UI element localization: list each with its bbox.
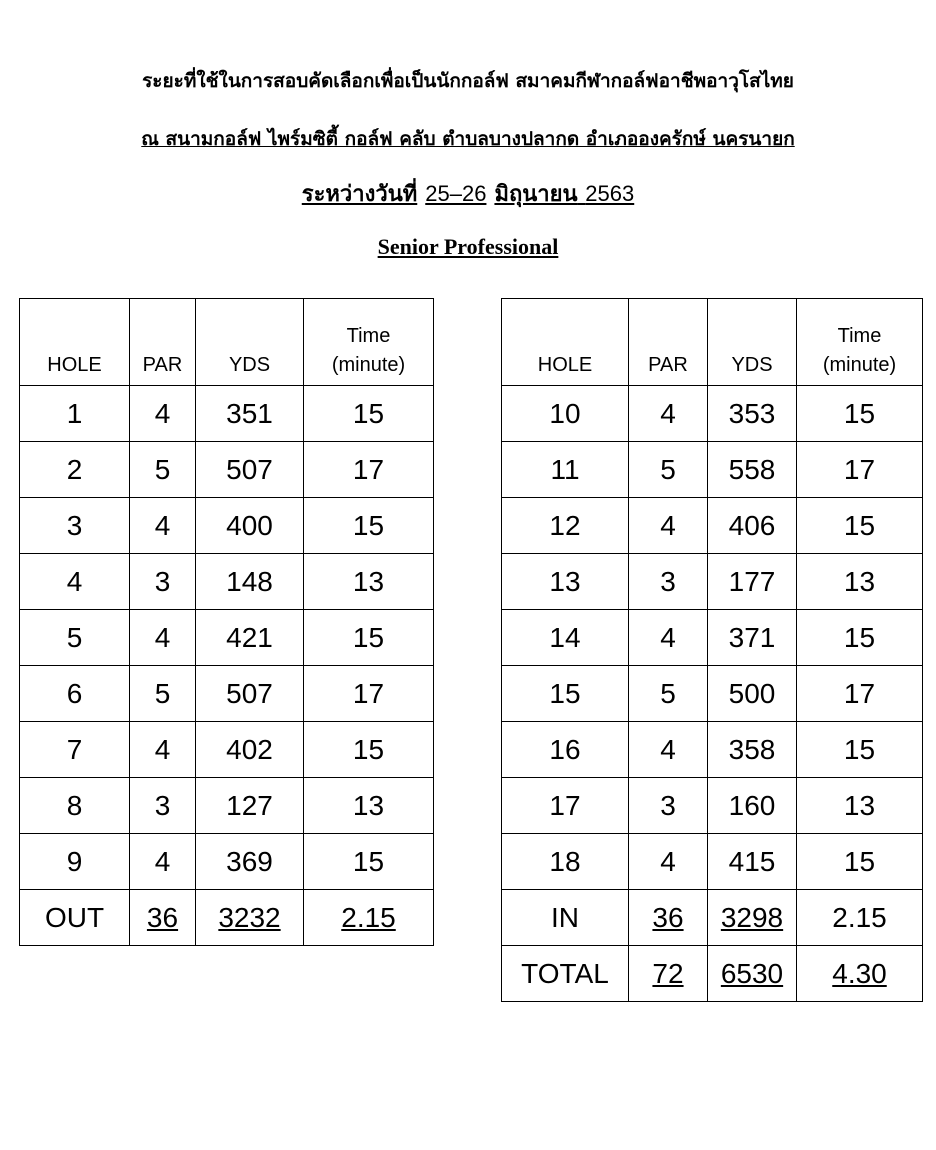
- venue-line: ณ สนามกอล์ฟ ไพร์มซิตี้ กอล์ฟ คลับ ตำบลบางปลากด อำเภอองครักษ์ นครนายก: [141, 128, 795, 150]
- cell-time: 15: [797, 722, 923, 778]
- cell-par: 3: [629, 554, 708, 610]
- cell-par: 5: [130, 442, 196, 498]
- date-prefix: ระหว่างวันที่: [301, 181, 418, 207]
- cell-hole: 10: [502, 386, 629, 442]
- cell-yds: 421: [196, 610, 304, 666]
- cell-yds: 558: [708, 442, 797, 498]
- cell-par: 4: [130, 722, 196, 778]
- in-total-row: [502, 890, 923, 946]
- col-header-time-label: Time: [346, 325, 391, 347]
- cell-yds: 353: [708, 386, 797, 442]
- cell-time: 17: [304, 666, 434, 722]
- col-header-time: [797, 299, 923, 386]
- cell-yds: 400: [196, 498, 304, 554]
- cell-yds: 406: [708, 498, 797, 554]
- total-label: TOTAL: [502, 946, 629, 1002]
- table-row: [20, 554, 434, 610]
- cell-par: 4: [629, 610, 708, 666]
- back-nine-body: [502, 386, 923, 890]
- total-time: 4.30: [797, 946, 923, 1002]
- cell-par: 3: [130, 778, 196, 834]
- col-header-time-unit: (minute): [822, 354, 897, 376]
- col-header-time: [304, 299, 434, 386]
- cell-time: 15: [797, 834, 923, 890]
- cell-time: 15: [304, 498, 434, 554]
- cell-hole: 8: [20, 778, 130, 834]
- table-row: [502, 554, 923, 610]
- cell-hole: 14: [502, 610, 629, 666]
- col-header-hole: HOLE: [20, 299, 130, 386]
- cell-yds: 371: [708, 610, 797, 666]
- cell-time: 15: [304, 386, 434, 442]
- back-nine-table: [501, 298, 923, 1002]
- cell-hole: 9: [20, 834, 130, 890]
- cell-hole: 18: [502, 834, 629, 890]
- cell-yds: 127: [196, 778, 304, 834]
- total-par: 72: [629, 946, 708, 1002]
- cell-hole: 13: [502, 554, 629, 610]
- cell-time: 17: [304, 442, 434, 498]
- cell-par: 4: [629, 498, 708, 554]
- table-row: [20, 498, 434, 554]
- out-total-row: [20, 890, 434, 946]
- table-row: [20, 666, 434, 722]
- out-yds: 3232: [196, 890, 304, 946]
- col-header-hole: HOLE: [502, 299, 629, 386]
- table-row: [502, 722, 923, 778]
- cell-time: 15: [304, 722, 434, 778]
- cell-hole: 3: [20, 498, 130, 554]
- cell-par: 4: [130, 498, 196, 554]
- cell-yds: 177: [708, 554, 797, 610]
- col-header-par: PAR: [629, 299, 708, 386]
- category-title: Senior Professional: [377, 234, 559, 259]
- out-par: 36: [130, 890, 196, 946]
- cell-time: 13: [797, 554, 923, 610]
- table-row: [502, 386, 923, 442]
- cell-hole: 15: [502, 666, 629, 722]
- cell-par: 4: [629, 386, 708, 442]
- document-title: ระยะที่ใช้ในการสอบคัดเลือกเพื่อเป็นนักกอล์ฟ สมาคมกีฬากอล์ฟอาชีพอาวุโสไทย: [142, 70, 794, 92]
- cell-time: 13: [304, 554, 434, 610]
- cell-hole: 4: [20, 554, 130, 610]
- col-header-yds: YDS: [708, 299, 797, 386]
- table-header-row: [502, 299, 923, 386]
- cell-time: 15: [304, 610, 434, 666]
- col-header-yds: YDS: [196, 299, 304, 386]
- cell-hole: 7: [20, 722, 130, 778]
- cell-par: 4: [130, 834, 196, 890]
- table-row: [502, 610, 923, 666]
- cell-par: 3: [130, 554, 196, 610]
- in-par: 36: [629, 890, 708, 946]
- cell-par: 5: [629, 666, 708, 722]
- table-row: [502, 778, 923, 834]
- cell-par: 4: [629, 834, 708, 890]
- date-line: [0, 176, 936, 211]
- cell-par: 4: [629, 722, 708, 778]
- cell-time: 13: [304, 778, 434, 834]
- cell-yds: 351: [196, 386, 304, 442]
- cell-hole: 2: [20, 442, 130, 498]
- cell-yds: 507: [196, 666, 304, 722]
- cell-par: 3: [629, 778, 708, 834]
- cell-yds: 507: [196, 442, 304, 498]
- in-yds: 3298: [708, 890, 797, 946]
- cell-hole: 1: [20, 386, 130, 442]
- cell-yds: 160: [708, 778, 797, 834]
- out-time: 2.15: [304, 890, 434, 946]
- grand-total-row: [502, 946, 923, 1002]
- cell-yds: 148: [196, 554, 304, 610]
- cell-yds: 402: [196, 722, 304, 778]
- in-label: IN: [502, 890, 629, 946]
- cell-hole: 5: [20, 610, 130, 666]
- col-header-par: PAR: [130, 299, 196, 386]
- cell-hole: 16: [502, 722, 629, 778]
- table-row: [502, 834, 923, 890]
- cell-hole: 11: [502, 442, 629, 498]
- table-row: [502, 498, 923, 554]
- cell-time: 17: [797, 666, 923, 722]
- cell-par: 5: [629, 442, 708, 498]
- col-header-time-unit: (minute): [331, 354, 406, 376]
- cell-yds: 415: [708, 834, 797, 890]
- date-year: 2563: [585, 181, 635, 206]
- table-row: [20, 610, 434, 666]
- out-label: OUT: [20, 890, 130, 946]
- cell-par: 4: [130, 610, 196, 666]
- cell-time: 13: [797, 778, 923, 834]
- cell-yds: 358: [708, 722, 797, 778]
- table-row: [20, 386, 434, 442]
- col-header-time-label: Time: [837, 325, 882, 347]
- front-nine-body: [20, 386, 434, 890]
- cell-hole: 6: [20, 666, 130, 722]
- cell-time: 17: [797, 442, 923, 498]
- table-row: [20, 442, 434, 498]
- cell-time: 15: [797, 610, 923, 666]
- in-time: 2.15: [797, 890, 923, 946]
- date-month: มิถุนายน: [494, 181, 578, 207]
- table-row: [502, 666, 923, 722]
- cell-par: 4: [130, 386, 196, 442]
- cell-yds: 369: [196, 834, 304, 890]
- cell-par: 5: [130, 666, 196, 722]
- front-nine-table: [19, 298, 434, 946]
- table-row: [20, 834, 434, 890]
- cell-time: 15: [797, 386, 923, 442]
- table-row: [20, 722, 434, 778]
- cell-hole: 12: [502, 498, 629, 554]
- total-yds: 6530: [708, 946, 797, 1002]
- cell-time: 15: [797, 498, 923, 554]
- table-row: [502, 442, 923, 498]
- cell-hole: 17: [502, 778, 629, 834]
- cell-yds: 500: [708, 666, 797, 722]
- date-range: 25–26: [425, 181, 487, 206]
- table-header-row: [20, 299, 434, 386]
- cell-time: 15: [304, 834, 434, 890]
- table-row: [20, 778, 434, 834]
